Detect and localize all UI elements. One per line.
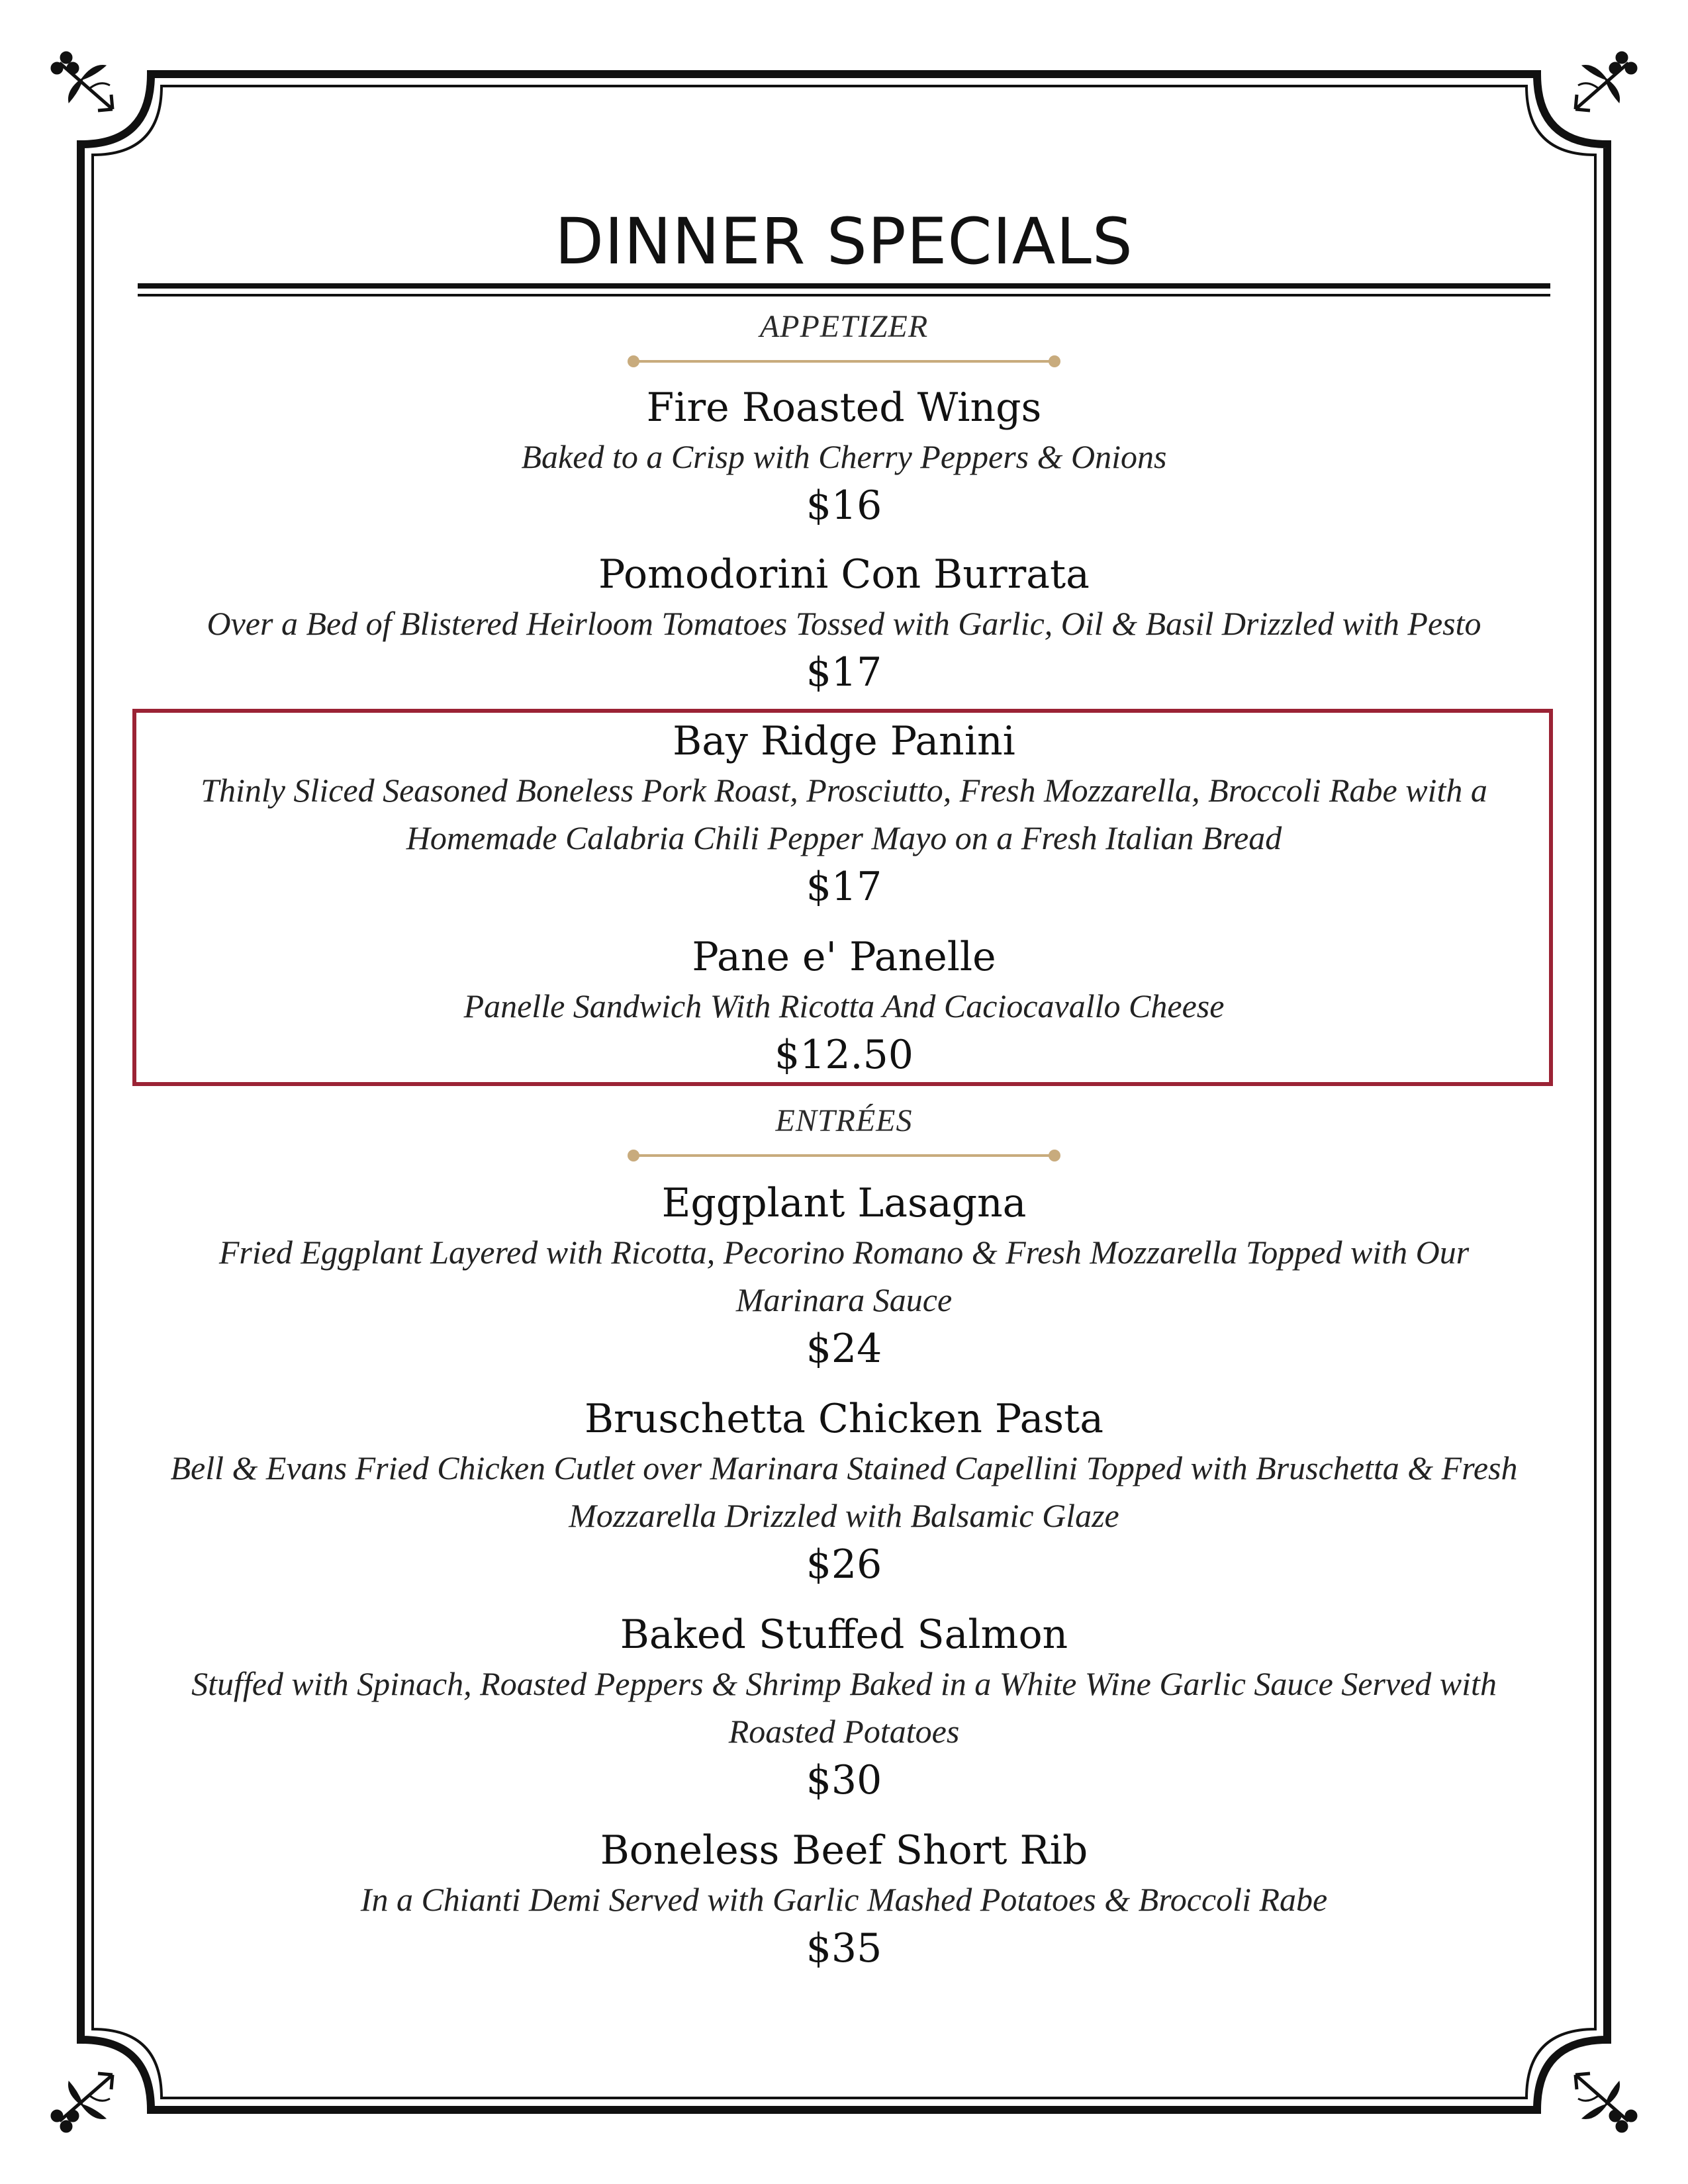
section-label-appetizer: APPETIZER <box>759 309 929 344</box>
menu-item-name: Baked Stuffed Salmon <box>620 1612 1068 1658</box>
menu-item <box>152 932 1536 1080</box>
title-double-rule <box>138 283 1550 300</box>
menu-item-price: $17 <box>806 649 882 696</box>
menu-item-name: Bay Ridge Panini <box>673 718 1015 764</box>
menu-item <box>152 716 1536 912</box>
menu-item-name: Bruschetta Chicken Pasta <box>584 1396 1104 1442</box>
menu-item-description: Bell & Evans Fried Chicken Cutlet over Marinara Stained Capellini Topped with Bruschetta & Fresh Mozzarella Drizzled with Balsamic Glaze <box>170 1449 1518 1534</box>
menu-item-description: Panelle Sandwich With Ricotta And Caciocavallo Cheese <box>463 987 1225 1024</box>
gold-divider <box>626 1148 1062 1163</box>
menu-item-description: Thinly Sliced Seasoned Boneless Pork Roast, Prosciutto, Fresh Mozzarella, Broccoli Rabe with a Homemade Calabria Chili Pepper Mayo on a Fresh Italian Bread <box>201 772 1487 856</box>
section-label-entrees: ENTRÉES <box>775 1103 913 1138</box>
menu-item-name: Fire Roasted Wings <box>646 385 1042 431</box>
menu-item <box>152 1394 1536 1590</box>
menu-item <box>152 383 1536 531</box>
menu-item <box>152 1825 1536 1974</box>
menu-item-price: $30 <box>806 1757 882 1803</box>
menu-item-description: Baked to a Crisp with Cherry Peppers & Onions <box>521 438 1167 475</box>
menu-item-price: $35 <box>806 1925 882 1972</box>
page-title: DINNER SPECIALS <box>555 205 1133 279</box>
menu-item <box>152 549 1536 698</box>
menu-item-price: $24 <box>806 1326 882 1372</box>
menu-item-name: Boneless Beef Short Rib <box>600 1827 1088 1874</box>
menu-item-name: Pomodorini Con Burrata <box>598 551 1090 598</box>
menu-item-name: Eggplant Lasagna <box>661 1180 1027 1226</box>
menu-item-price: $12.50 <box>774 1032 914 1078</box>
menu-item-description: Fried Eggplant Layered with Ricotta, Pecorino Romano & Fresh Mozzarella Topped with Our Marinara Sauce <box>218 1234 1470 1318</box>
menu-item-price: $16 <box>806 482 882 529</box>
menu-item-description: Over a Bed of Blistered Heirloom Tomatoes Tossed with Garlic, Oil & Basil Drizzled with Pesto <box>207 605 1481 642</box>
menu-item-description: Stuffed with Spinach, Roasted Peppers & Shrimp Baked in a White Wine Garlic Sauce Served with Roasted Potatoes <box>191 1665 1497 1750</box>
menu-item <box>152 1178 1536 1374</box>
menu-item-name: Pane e' Panelle <box>692 934 996 980</box>
gold-divider <box>626 353 1062 369</box>
menu-item-description: In a Chianti Demi Served with Garlic Mashed Potatoes & Broccoli Rabe <box>360 1881 1328 1918</box>
menu-item-price: $17 <box>806 864 882 910</box>
menu-item-price: $26 <box>806 1541 882 1588</box>
menu-item <box>152 1610 1536 1805</box>
